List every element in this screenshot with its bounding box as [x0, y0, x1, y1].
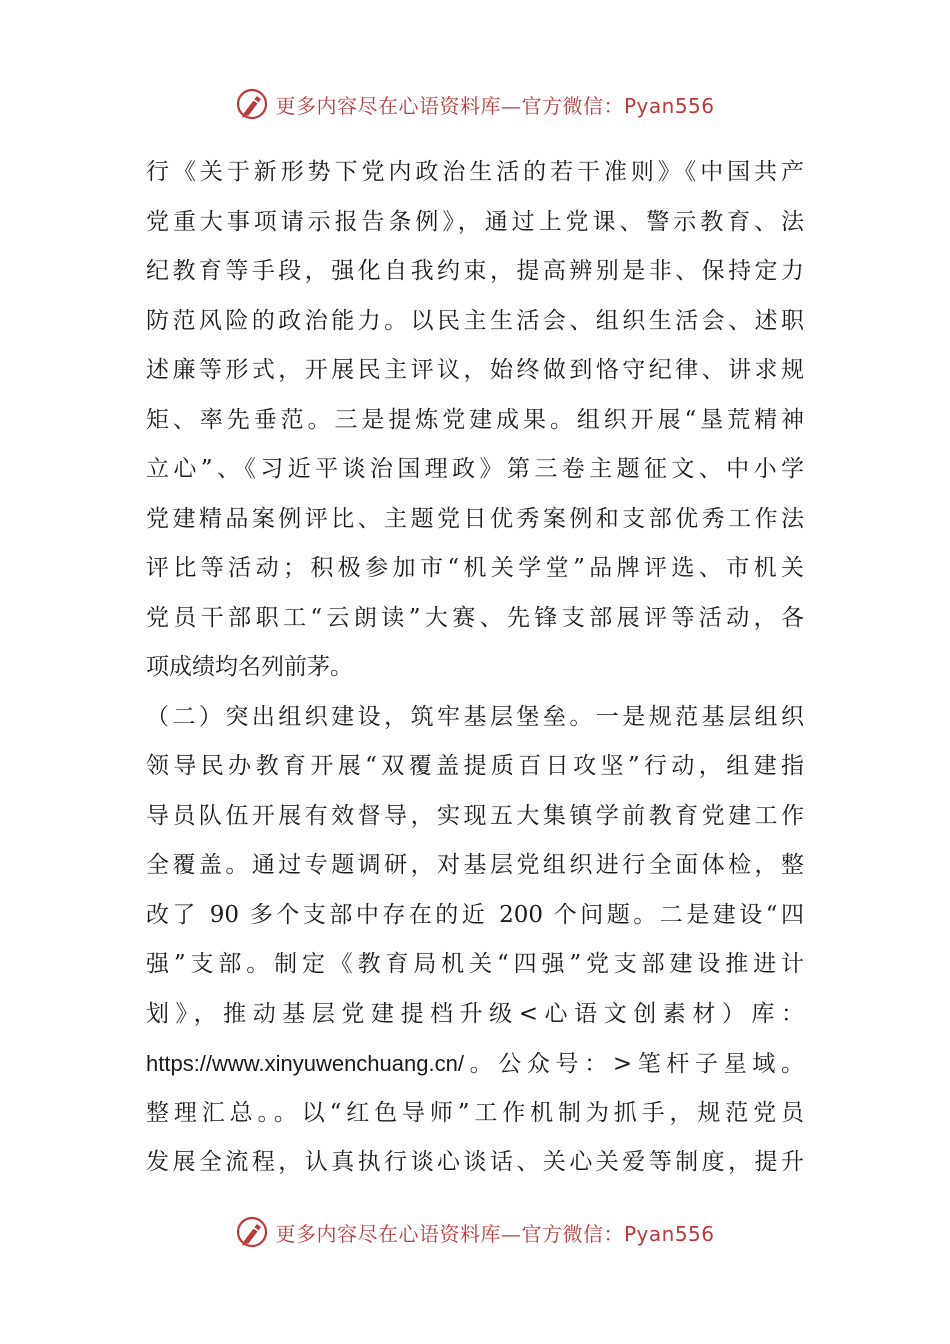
document-body [146, 148, 804, 1188]
text-line: 领导民办教育开展“双覆盖提质百日攻坚”行动，组建指 [146, 753, 804, 779]
text-line: 强”支部。制定《教育局机关“四强”党支部建设推进计 [146, 951, 804, 977]
pen-logo-icon [235, 87, 269, 121]
text-line: 防范风险的政治能力。以民主生活会、组织生活会、述职 [146, 307, 804, 334]
pen-logo-icon [235, 1215, 269, 1249]
url-line: https://www.xinyuwenchuang.cn/。公众号：>笔杆子星域。 [146, 1051, 804, 1077]
text-line: 整理汇总。。以“红色导师”工作机制为抓手，规范党员 [146, 1099, 804, 1126]
header-banner [0, 84, 950, 124]
footer-banner [0, 1212, 950, 1252]
text-line: 评比等活动；积极参加市“机关学堂”品牌评选、市机关 [146, 555, 804, 581]
text-line: 党重大事项请示报告条例》，通过上党课、警示教育、法 [146, 208, 804, 235]
text-line: 全覆盖。通过专题调研，对基层党组织进行全面体检，整 [146, 852, 804, 878]
text-line: 改了 90 多个支部中存在的近 200 个问题。二是建设“四 [146, 901, 804, 928]
text-line: 发展全流程，认真执行谈心谈话、关心关爱等制度，提升 [146, 1149, 804, 1175]
header-banner-text: 更多内容尽在心语资料库—官方微信：Pyan556 [275, 93, 715, 118]
text-line: 导员队伍开展有效督导，实现五大集镇学前教育党建工作 [146, 802, 804, 829]
text-line: 划》，推动基层党建提档升级<心语文创素材）库： [146, 1000, 804, 1027]
text-line: 述廉等形式，开展民主评议，始终做到恪守纪律、讲求规 [146, 357, 804, 383]
text-line: 矩、率先垂范。三是提炼党建成果。组织开展“垦荒精神 [146, 406, 804, 433]
website-link[interactable]: https://www.xinyuwenchuang.cn/ [146, 1051, 464, 1076]
text-line: 党员干部职工“云朗读”大赛、先锋支部展评等活动，各 [146, 604, 804, 631]
text-line: 纪教育等手段，强化自我约束，提高辨别是非、保持定力 [146, 258, 804, 284]
text-line: 立心”、《习近平谈治国理政》第三卷主题征文、中小学 [146, 456, 804, 482]
footer-banner-text: 更多内容尽在心语资料库—官方微信：Pyan556 [275, 1221, 715, 1246]
section-heading-line: （二）突出组织建设，筑牢基层堡垒。一是规范基层组织 [146, 703, 804, 730]
paragraph-end-line: 项成绩均名列前茅。 [146, 654, 353, 680]
text-line: 党建精品案例评比、主题党日优秀案例和支部优秀工作法 [146, 505, 804, 532]
text-line: 行《关于新形势下党内政治生活的若干准则》《中国共产 [146, 159, 804, 185]
